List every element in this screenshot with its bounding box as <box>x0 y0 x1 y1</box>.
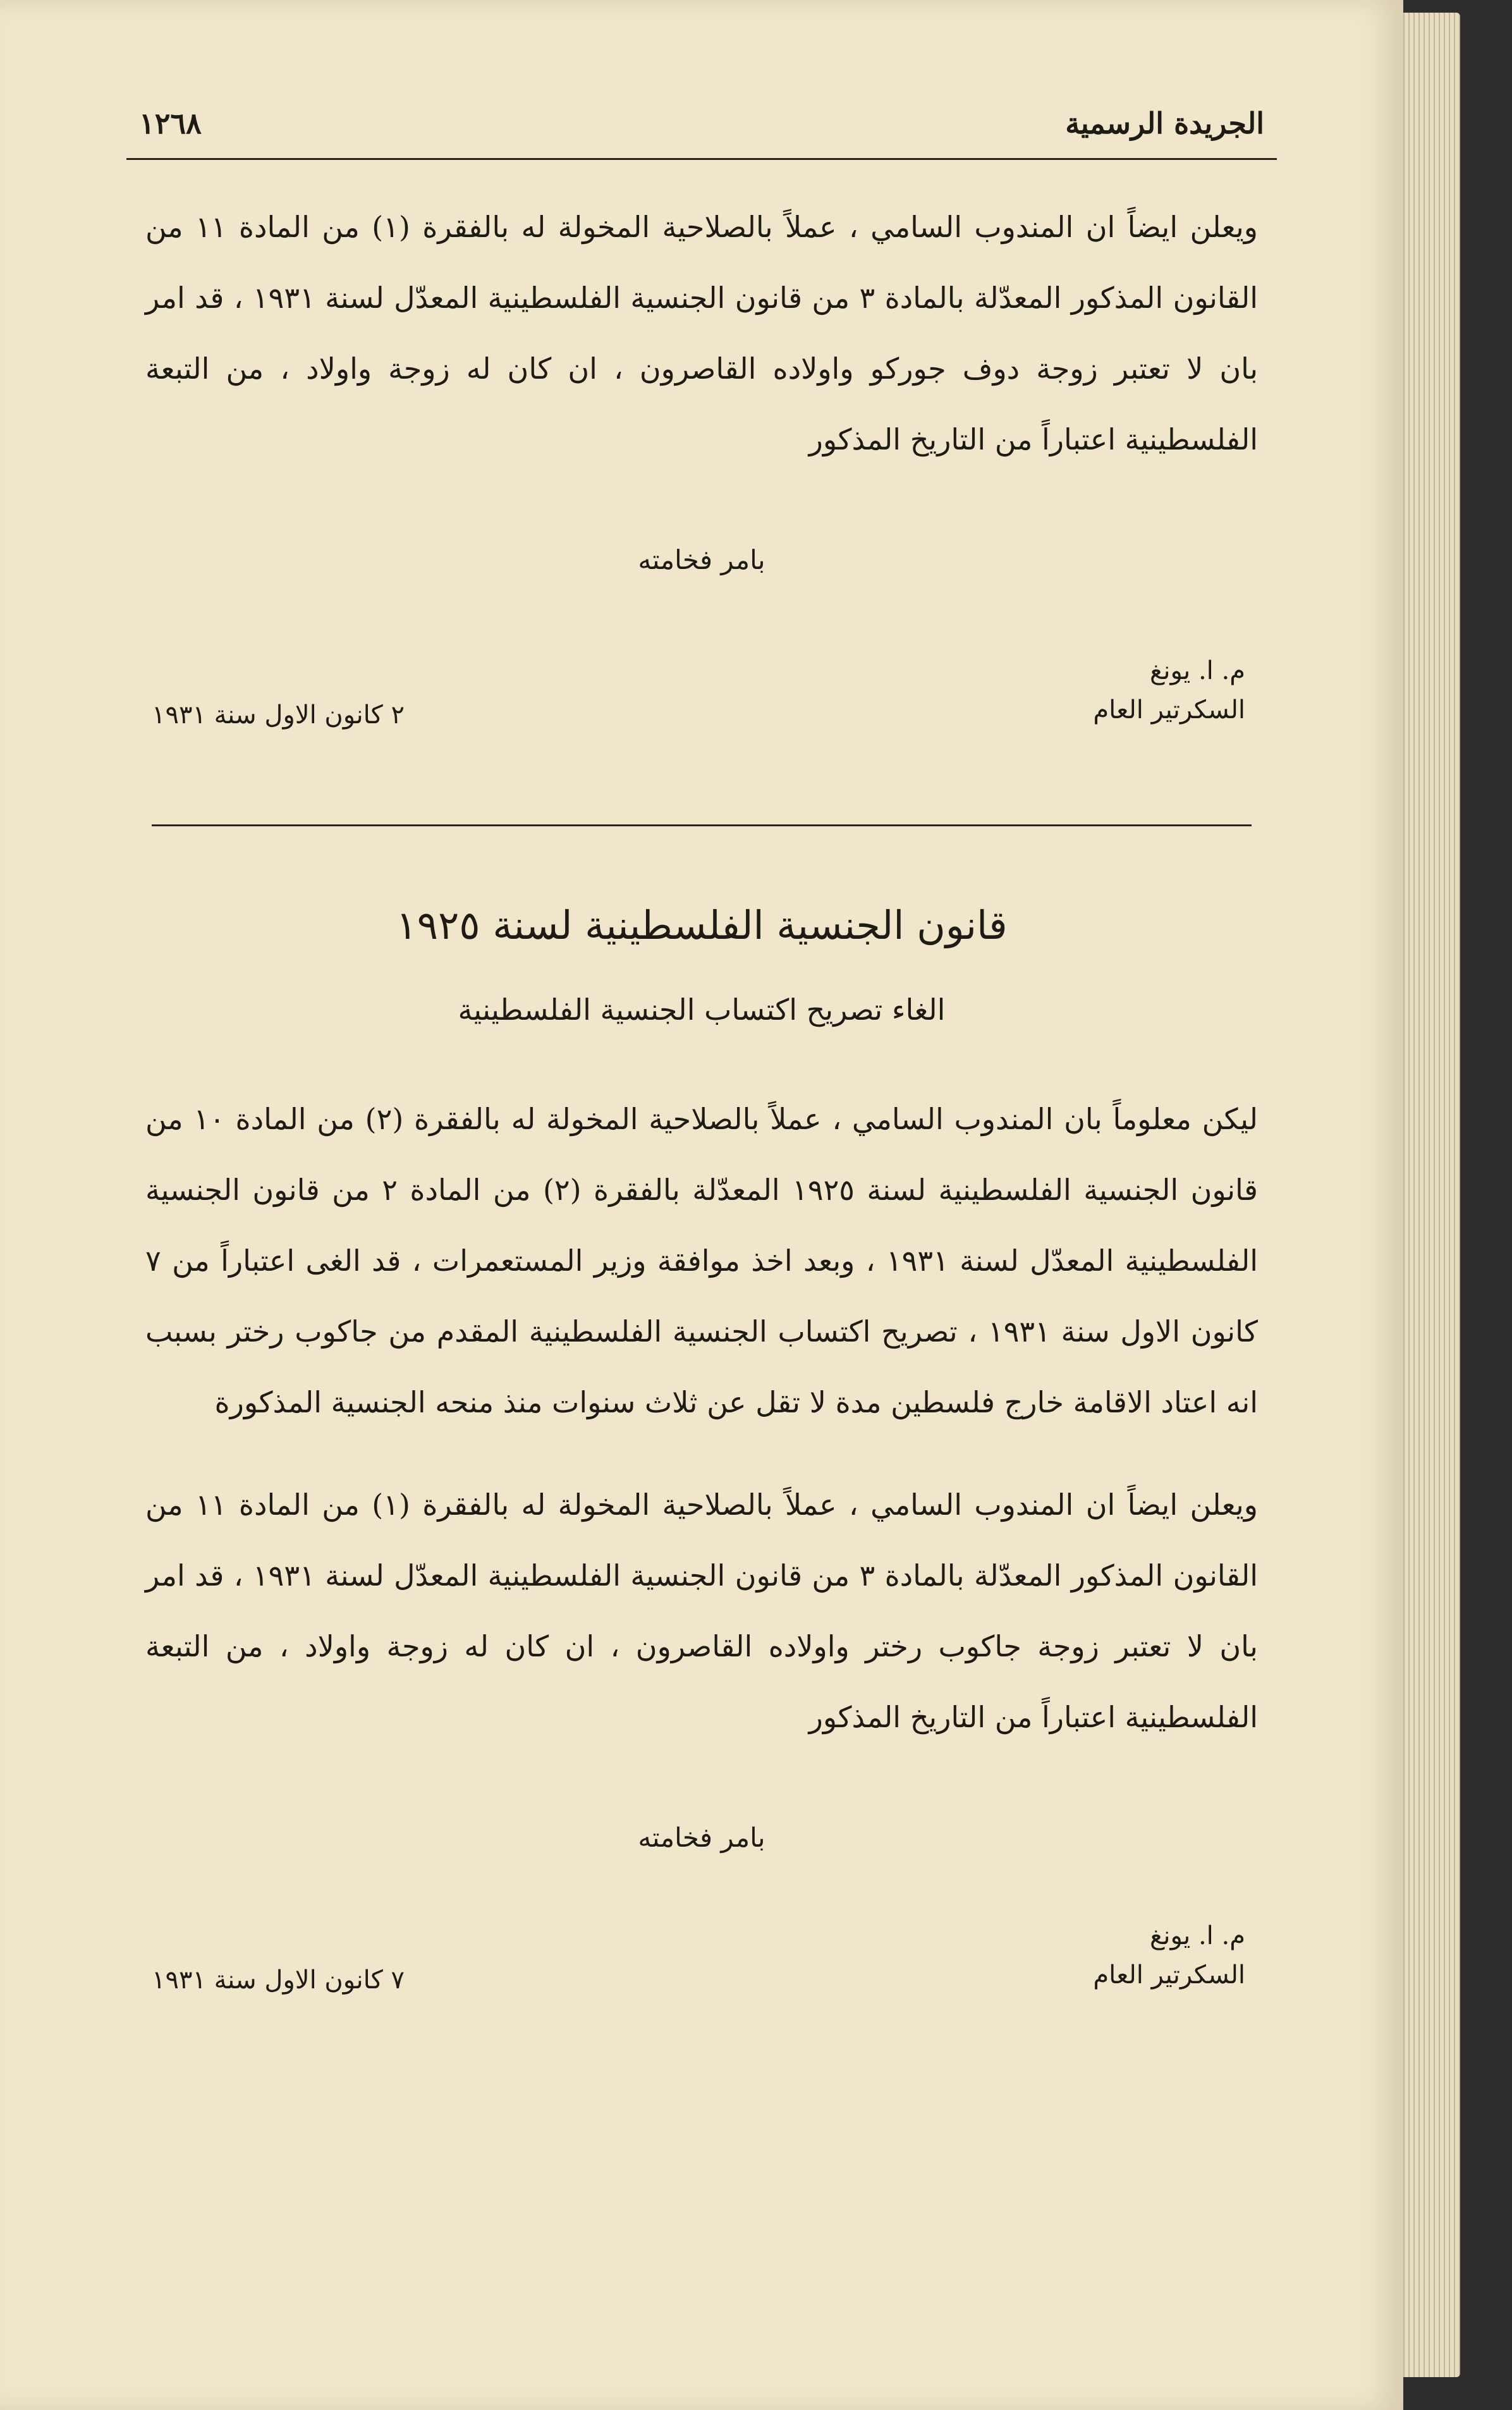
page-header <box>126 95 1277 152</box>
gazette-title: الجريدة الرسمية <box>1065 106 1264 140</box>
notice-date: ٢ كانون الاول سنة ١٩٣١ <box>152 700 405 730</box>
notice-section-1 <box>126 192 1277 730</box>
header-rule <box>126 158 1277 160</box>
page-number: ١٢٦٨ <box>139 106 202 140</box>
notice-paragraph-1: ليكن معلوماً بان المندوب السامي ، عملاً بالصلاحية المخولة له بالفقرة (٢) من المادة ١٠ من قانون الجنسية الفلسطينية لسنة ١٩٢٥ المعدّلة بالفقرة (٢) من المادة ٢ من قانون الجنسية الفلسطينية المعدّل لسنة ١٩٣١ ، وبعد اخذ موافقة وزير المستعمرات ، قد الغى اعتباراً من ٧ كانون الاول سنة ١٩٣١ ، تصريح اكتساب الجنسية الفلسطينية المقدم من جاكوب رختر بسبب انه اعتاد الاقامة خارج فلسطين مدة لا تقل عن ثلاث سنوات منذ منحه الجنسية المذكورة <box>145 1102 1259 1419</box>
signer-name: م. ا. يونغ <box>1150 1921 1245 1950</box>
signer <box>827 1916 1245 1995</box>
by-order-line: بامر فخامته <box>638 1822 765 1853</box>
signer <box>827 651 1245 730</box>
signer-title: السكرتير العام <box>1093 695 1245 725</box>
notice-subtitle: الغاء تصريح اكتساب الجنسية الفلسطينية <box>458 993 946 1027</box>
by-order-line: بامر فخامته <box>638 544 765 575</box>
page-content <box>126 95 1277 2346</box>
signature-block <box>152 1916 1245 1995</box>
notice-section-2 <box>126 902 1277 1995</box>
signer-title: السكرتير العام <box>1093 1960 1245 1990</box>
law-title: قانون الجنسية الفلسطينية لسنة ١٩٢٥ <box>396 902 1008 948</box>
signer-name: م. ا. يونغ <box>1150 656 1245 685</box>
notice-paragraph: ويعلن ايضاً ان المندوب السامي ، عملاً بالصلاحية المخولة له بالفقرة (١) من المادة ١١ من القانون المذكور المعدّلة بالمادة ٣ من قانون الجنسية الفلسطينية المعدّل لسنة ١٩٣١ ، قد امر بان لا تعتبر زوجة دوف جوركو واولاده القاصرون ، ان كان له زوجة واولاد ، من التبعة الفلسطينية اعتباراً من التاريخ المذكور <box>145 210 1258 456</box>
signature-block <box>152 651 1245 730</box>
notice-paragraph-2: ويعلن ايضاً ان المندوب السامي ، عملاً بالصلاحية المخولة له بالفقرة (١) من المادة ١١ من القانون المذكور المعدّلة بالمادة ٣ من قانون الجنسية الفلسطينية المعدّل لسنة ١٩٣١ ، قد امر بان لا تعتبر زوجة جاكوب رختر واولاده القاصرون ، ان كان له زوجة واولاد ، من التبعة الفلسطينية اعتباراً من التاريخ المذكور <box>145 1488 1258 1734</box>
section-divider <box>152 824 1252 826</box>
notice-date: ٧ كانون الاول سنة ١٩٣١ <box>152 1966 405 1995</box>
